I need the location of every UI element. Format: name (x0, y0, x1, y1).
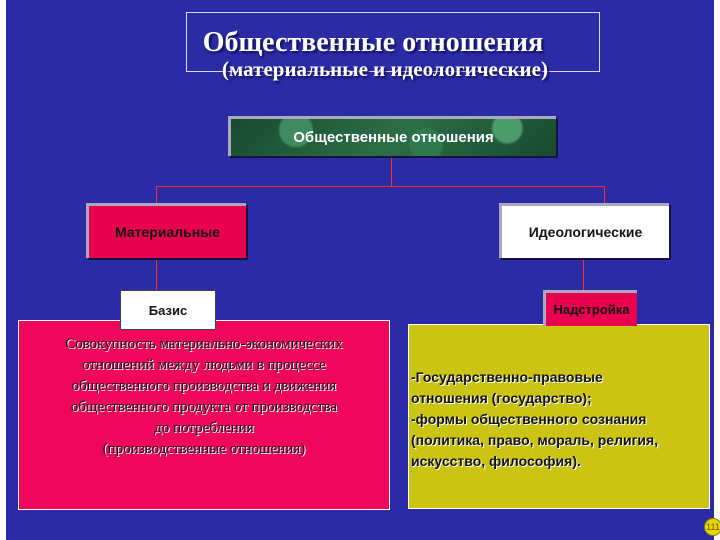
material-line: общественного продукта от производства (70, 399, 338, 415)
material-line: (производственные отношения) (102, 441, 306, 457)
slide-title: Общественные отношения (202, 27, 544, 58)
ideological-node: Идеологические (499, 203, 669, 258)
page-number-badge: 111 (704, 518, 720, 536)
connector-root-down (391, 156, 392, 186)
ideological-line: искусство, философия). (411, 453, 581, 469)
ideological-description-text (411, 367, 658, 472)
material-node: Материальные (86, 203, 246, 258)
ideological-description-panel (408, 324, 710, 509)
ideological-line: отношения (государство); (411, 390, 592, 406)
basis-node: Базис (120, 290, 216, 330)
connector-right-nadstr (583, 258, 584, 290)
connector-left-basis (156, 258, 157, 290)
material-line: Совокупность материально-экономических (65, 336, 343, 352)
root-node: Общественные отношения (228, 116, 556, 156)
ideological-line: -формы общественного сознания (411, 411, 647, 427)
slide-subtitle: (материальные и идеологические) (222, 57, 548, 81)
material-line: общественного производства и движения (71, 378, 337, 394)
material-line: отношений между людьми в процессе (82, 357, 326, 373)
ideological-line: (политика, право, мораль, религия, (411, 432, 659, 448)
ideological-line: -Государственно-правовые (411, 369, 603, 385)
connector-horizontal (156, 186, 605, 187)
material-description-text (65, 334, 343, 460)
material-description-panel (18, 320, 390, 510)
title-box (186, 12, 600, 81)
material-line: до потребления (154, 420, 254, 436)
superstructure-node: Надстройка (543, 290, 637, 326)
